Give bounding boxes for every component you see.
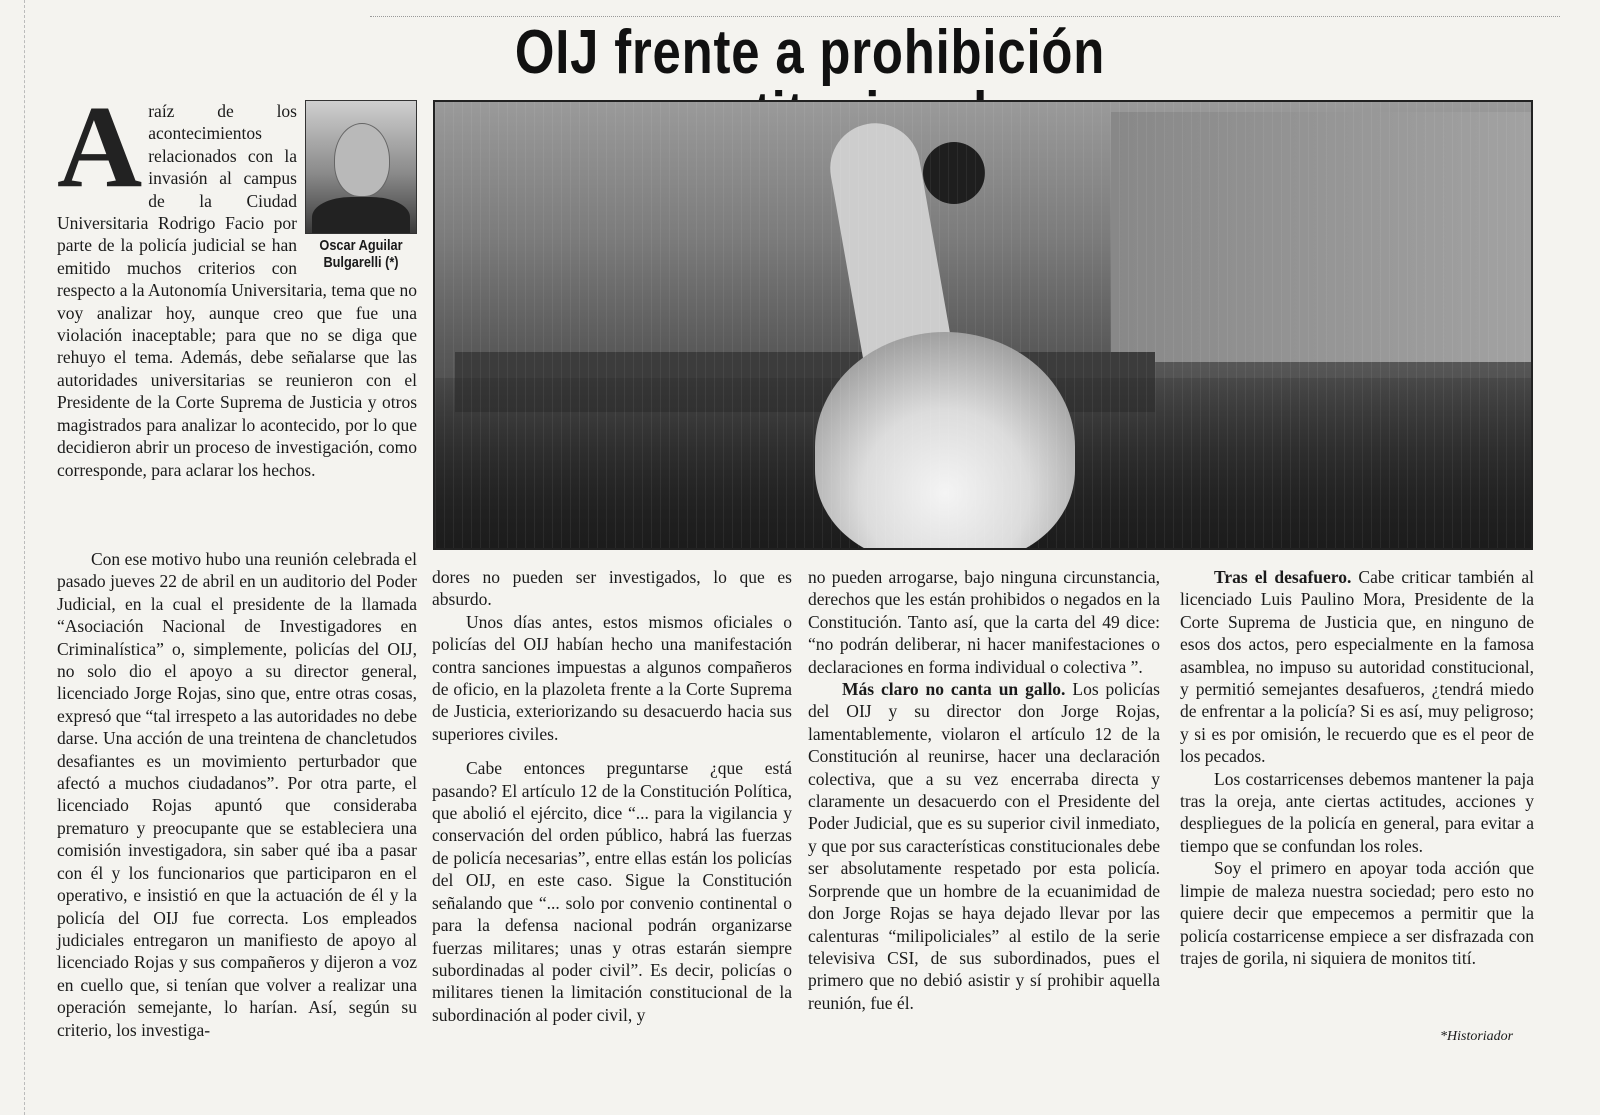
page-edge-rule bbox=[24, 0, 25, 1115]
author-name bbox=[313, 237, 408, 271]
author-name-line-1: Oscar Aguilar bbox=[319, 237, 403, 254]
author-signoff: *Historiador bbox=[1440, 1029, 1514, 1044]
article-photo bbox=[433, 100, 1533, 550]
author-box bbox=[305, 100, 417, 271]
author-name-line-2: Bulgarelli (*) bbox=[323, 254, 399, 271]
column-4-paragraph-3: Soy el primero en apoyar toda acción que limpie de maleza nuestra sociedad; pero esto no quiere decir que empecemos a permitir que la policía costarricense empiece a ser disfrazada con trajes de gorila, ni siquiera de monitos tití. bbox=[1180, 858, 1534, 968]
column-1 bbox=[57, 548, 417, 1041]
column-3 bbox=[808, 566, 1160, 1014]
column-2 bbox=[432, 566, 792, 1026]
top-rule bbox=[370, 16, 1560, 17]
column-3-paragraph-2-text: Los policías del OIJ y su director don Jorge Rojas, lamentablemente, violaron el artículo 12 de la Constitución al reunirse, hacer una declaración colectiva, que a su vez encerraba directa y claramente un desacuerdo con el Presidente del Poder Judicial, que es su superior civil inmediato, y que por sus características constitucionales debe ser absolutamente respetado por esta policía. Sorprende que un hombre de la ecuanimidad de don Jorge Rojas se haya dejado llevar por las calenturas “milipoliciales” al estilo de la serie televisiva CSI, de sus subordinados, pues el primero que no debió asistir y sí prohibir aquella reunión, fue él. bbox=[808, 679, 1160, 1013]
column-2-paragraph-1: dores no pueden ser investigados, lo que es absurdo. bbox=[432, 567, 792, 610]
column-4-paragraph-2: Los costarricenses debemos mantener la paja tras la oreja, ante ciertas actitudes, acciones y despliegues de la policía en general, para evitar a tiempo que se confundan los roles. bbox=[1180, 768, 1534, 856]
column-1-top bbox=[57, 81, 417, 481]
column-4 bbox=[1180, 566, 1534, 969]
column-3-paragraph-1: no pueden arrogarse, bajo ninguna circunstancia, derechos que les están prohibidos o negados en la Constitución. Tanto así, que la carta del 49 dice: “no podrán deliberar, ni hacer manifestaciones o declaraciones en forma individual o colectiva ”. bbox=[808, 567, 1160, 677]
column-1-intro-text: raíz de los acontecimientos relacionados con la invasión al campus de la Ciudad Universitaria Rodrigo Facio por parte de la policía judicial se han emitido muchos criterios con respecto a la Autonomía Universitaria, tema que no voy analizar hoy, aunque creo que fue una violación inaceptable; para que no se diga que rehuyo el tema. Además, debe señalarse que las autoridades universitarias se reunieron con el Presidente de la Corte Suprema de Justicia y otros magistrados para analizar lo acontecido, por lo que decidieron abrir un proceso de investigación, como corresponde, para aclarar los hechos. bbox=[57, 101, 417, 480]
drop-cap: A bbox=[57, 81, 143, 212]
column-4-paragraph-1-text: Cabe criticar también al licenciado Luis Paulino Mora, Presidente de la Corte Suprema de Justicia que, en ninguno de esos dos actos, pero especialmente en la famosa asamblea, no impuso su autoridad constitucional, y permitió semejantes desafueros, ¿tendrá miedo de enfrentar a la policía? Si es así, muy peligroso; y si es por omisión, le recuerdo que es el peor de los pecados. bbox=[1180, 567, 1534, 767]
column-4-paragraph-1 bbox=[1180, 566, 1534, 768]
column-4-kicker: Tras el desafuero. bbox=[1214, 567, 1352, 587]
column-3-kicker: Más claro no canta un gallo. bbox=[842, 679, 1066, 700]
column-3-paragraph-2 bbox=[808, 678, 1160, 1014]
column-1-paragraph-2: Con ese motivo hubo una reunión celebrada el pasado jueves 22 de abril en un auditorio del Poder Judicial, en la cual el presidente de la llamada “Asociación Nacional de Investigadores en Criminalística” o, simplemente, policías del OIJ, no solo dio el apoyo a su director general, licenciado Jorge Rojas, sino que, entre otras cosas, expresó que “tal irrespeto a las autoridades no debe darse. Una acción de una treintena de chancletudos desafiantes es un movimiento perturbador que afectó a muchos ciudadanos”. Por otra parte, el licenciado Rojas apuntó que consideraba prematuro y preocupante que se estableciera una comisión investigadora, sin saber qué iba a pasar con él y los funcionarios que participaron en el operativo, e insistió en que la actuación de él y la policía del OIJ fue correcta. Los empleados judiciales entregaron un manifiesto de apoyo al licenciado Rojas y sus compañeros y dijeron a voz en cuello que, si tenían que volver a realizar una operación semejante, lo harían. Así, según su criterio, los investiga- bbox=[57, 549, 417, 1040]
column-2-paragraph-2: Unos días antes, estos mismos oficiales o policías del OIJ habían hecho una manifestación contra sanciones impuestas a algunos compañeros de oficio, en la plazoleta frente a la Corte Suprema de Justicia, exteriorizando su desacuerdo hacia sus superiores civiles. bbox=[432, 611, 792, 744]
headline: OIJ frente a prohibición bbox=[514, 18, 1106, 87]
column-2-paragraph-3: Cabe entonces preguntarse ¿que está pasando? El artículo 12 de la Constitución Política, que abolió el ejército, dice “... para la vigilancia y conservación del orden público, habrá las fuerzas de policía necesarias”, entre ellas están los policías del OIJ, en este caso. Sigue la Constitución señalando que “... solo por convenio continental o para la defensa nacional podrán organizarse fuerzas militares; unas y otras estarán siempre subordinadas al poder civil”. Es decir, policías o militares tienen la limitación constitucional de la subordinación al poder civil, y bbox=[432, 758, 792, 1025]
author-photo bbox=[305, 100, 417, 234]
